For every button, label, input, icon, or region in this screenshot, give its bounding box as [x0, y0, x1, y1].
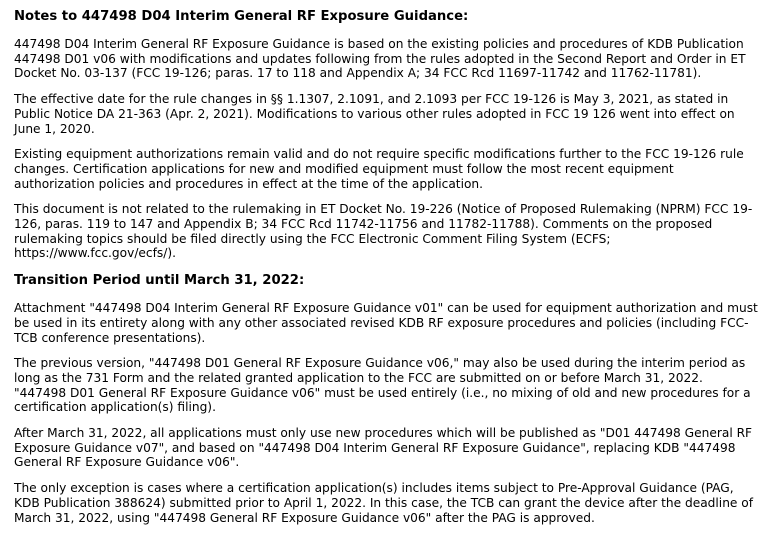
- notes-paragraph-existing-authorizations: Existing equipment authorizations remain valid and do not require specific modifications further to the FCC 19-126 rule changes. Certification applications for new and modified equipment must follow the most recent equipment authorization policies and procedures in effect at the time of the application.: [14, 147, 744, 191]
- notes-paragraph-effective-date: The effective date for the rule changes in §§ 1.1307, 2.1091, and 2.1093 per FCC 19-126 is May 3, 2021, as stated in Public Notice DA 21-363 (Apr. 2, 2021). Modifications to various other rules adopted in FCC 19 126 went into effect on June 1, 2020.: [14, 92, 735, 136]
- transition-paragraph-after-deadline: After March 31, 2022, all applications must only use new procedures which will be published as "D01 447498 General RF Exposure Guidance v07", and based on "447498 D04 Interim General RF Exposure Guidance", replacing KDB "447498 General RF Exposure Guidance v06".: [14, 426, 753, 470]
- notes-paragraph-basis: 447498 D04 Interim General RF Exposure Guidance is based on the existing policies and procedures of KDB Publication 447498 D01 v06 with modifications and updates following from the rules adopted in the Second Report and Order in ET Docket No. 03-137 (FCC 19-126; paras. 17 to 118 and Appendix A; 34 FCC Rcd 11697-11742 and 11762-11781).: [14, 37, 746, 81]
- transition-paragraph-previous-version: The previous version, "447498 D01 General RF Exposure Guidance v06," may also be used during the interim period as long as the 731 Form and the related granted application to the FCC are submitted on or before March 31, 2022. "447498 D01 General RF Exposure Guidance v06" must be used entirely (i.e., no mixing of old and new procedures for a certification application(s) filing).: [14, 356, 751, 415]
- transition-paragraph-exception: The only exception is cases where a certification application(s) includes items subject to Pre-Approval Guidance (PAG, KDB Publication 388624) submitted prior to April 1, 2022. In this case, the TCB can grant the device after the deadline of March 31, 2022, using "447498 General RF Exposure Guidance v06" after the PAG is approved.: [14, 481, 754, 525]
- notes-paragraph-rulemaking: This document is not related to the rulemaking in ET Docket No. 19-226 (Notice of Proposed Rulemaking (NPRM) FCC 19-126, paras. 119 to 147 and Appendix B; 34 FCC Rcd 11742-11756 and 11782-11788). Comments on the proposed rulemaking topics should be filed directly using the FCC Electronic Comment Filing System (ECFS; https://www.fcc.gov/ecfs/).: [14, 202, 753, 261]
- transition-heading: Transition Period until March 31, 2022:: [14, 273, 305, 289]
- notes-heading: Notes to 447498 D04 Interim General RF Exposure Guidance:: [14, 9, 469, 24]
- transition-paragraph-attachment: Attachment "447498 D04 Interim General RF Exposure Guidance v01" can be used for equipment authorization and must be used in its entirety along with any other associated revised KDB RF exposure procedures and policies (including FCC-TCB conference presentations).: [14, 301, 758, 345]
